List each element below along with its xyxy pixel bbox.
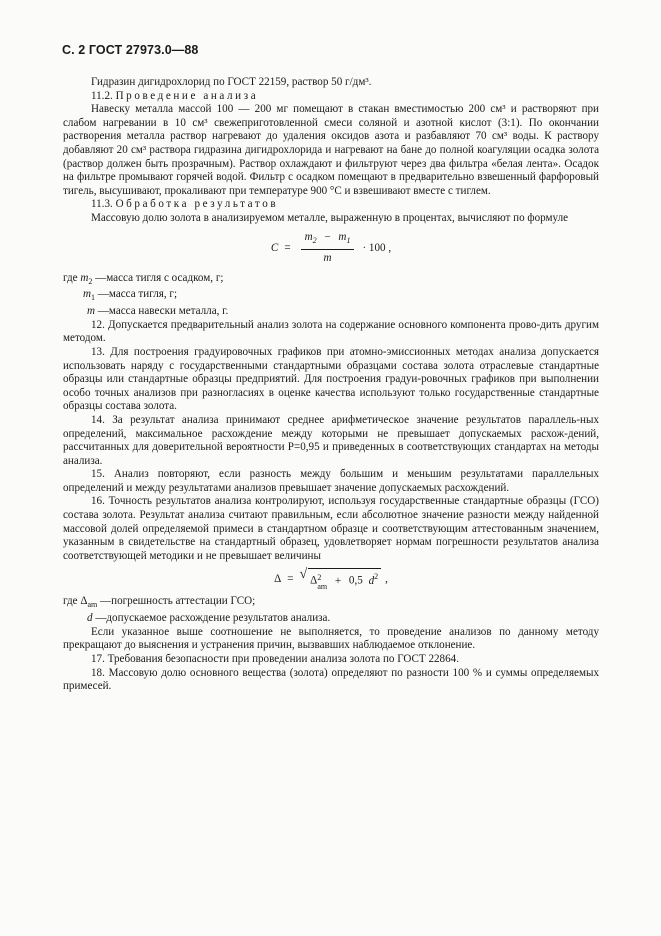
paragraph-15: 15. Анализ повторяют, если разность между большим и меньшим результатами параллельных определений и между результатами анализов превышает значение допускаемых расхождений. — [63, 468, 599, 494]
paragraph-12: 12. Допускается предварительный анализ золота на содержание основного компонента прово-дить другим методом. — [63, 318, 599, 345]
paragraph-procedure: Навеску металла массой 100 — 200 мг помещают в стакан вместимостью 200 см³ и растворяют при слабом нагревании в 10 см³ свежеприготовленной смеси соляной и азотной кислот (3:1). По окончании растворения металла раствор нагревают до удаления оксидов азота и разбавляют 70 см³ воды. К раствору добавляют 20 см³ раствора гидразина дигидрохлорида и нагревают на бане до полной коагуляции осадка золота (раствор должен быть прозрачным). Раствор охлаждают и фильтруют через два фильтра «белая лента». Осадок на фильтре промывают горячей водой. Фильтр с осадком помещают в предварительно взвешенный фарфоровый тигель, высушивают, прокаливают при температуре 900 °С и взвешивают вместе с тиглем. — [63, 103, 599, 197]
definition-m: m —масса навески металла, г. — [87, 305, 229, 318]
definition-m2: где $m_2$ —масса тигля с осадком, г; — [63, 271, 224, 286]
definition-delta-am: где $\Delta_{am}$ —погрешность аттестации ГСО; — [63, 595, 256, 610]
paragraph-17: 17. Требования безопасности при проведении анализа золота по ГОСТ 22864. — [91, 653, 459, 666]
paragraph-mass-fraction: Массовую долю золота в анализируемом металле, выраженную в процентах, вычисляют по формуле — [91, 211, 569, 224]
square-root: √ Δ 2 am + 0,5 $d^2$ — [299, 568, 381, 590]
paragraph-13: 13. Для построения градуировочных графиков при атомно-эмиссионных методах анализа допускается использовать наряду с государственными стандартными образцами состава золота отраслевые стандартные образцы или стандартные образцы предприятий. Для построения градуи-ровочных графиков при выполнении особо точных анализов при разногласиях в оценке качества используют только государственные стандартные образцы состава золота. — [63, 345, 599, 413]
paragraph-hydrazine: Гидразин дигидрохлорид по ГОСТ 22159, раствор 50 г/дм³. — [91, 76, 372, 88]
definitions-formula-2 — [63, 595, 599, 625]
paragraph-18: 18. Массовую долю основного вещества (золота) определяют по разности 100 % и суммы определяемых примесей. — [63, 666, 599, 693]
paragraph-16: 16. Точность результатов анализа контролируют, используя государственные стандартные образцы (ГСО) состава золота. Результат анализа считают правильным, если абсолютное значение разности между найденной массовой долей определяемой примеси в стандартном образце и соответствующим аттестованным значением, указанным в свидетельстве на стандартный образец, удовлетворяет нормам погрешности результатов анализа соответствующей методики и не превышает величины — [63, 495, 599, 562]
document-body — [63, 76, 599, 694]
formula-mass-fraction: C = $\frac{m_2 - m_1}{m}$ · 100 , — [270, 231, 392, 265]
definition-d: d —допускаемое расхождение результатов анализа. — [87, 612, 331, 625]
definitions-formula-1 — [63, 272, 599, 319]
page-header: С. 2 ГОСТ 27973.0—88 — [62, 43, 199, 57]
section-11-3-title: Обработка результатов — [115, 198, 279, 211]
formula-fraction: $\frac{m_2 - m_1}{m}$ — [301, 231, 355, 265]
section-11-2-heading: 11.2. Проведение анализа — [91, 89, 259, 102]
paragraph-if-not: Если указанное выше соотношение не выполняется, то проведение анализов по данному методу прекращают до выяснения и устранения причин, вызвавших наблюдаемое отклонение. — [63, 625, 599, 652]
section-11-3-heading: 11.3. Обработка результатов — [91, 198, 279, 211]
section-11-2-title: Проведение анализа — [115, 89, 259, 102]
formula-tolerance: Δ = √ Δ 2 am + 0,5 $d^2$ , — [274, 567, 388, 591]
paragraph-14: 14. За результат анализа принимают среднее арифметическое значение результатов параллель-ных определений, максимальное расхождение между которыми не превышает допускаемых расхож-дений, рассчитанных для доверительной вероятности P=0,95 и приведенных в соответствующих стандартах на методы анализа. — [63, 413, 599, 467]
definition-m1: $m_1$ —масса тигля, г; — [83, 288, 178, 303]
